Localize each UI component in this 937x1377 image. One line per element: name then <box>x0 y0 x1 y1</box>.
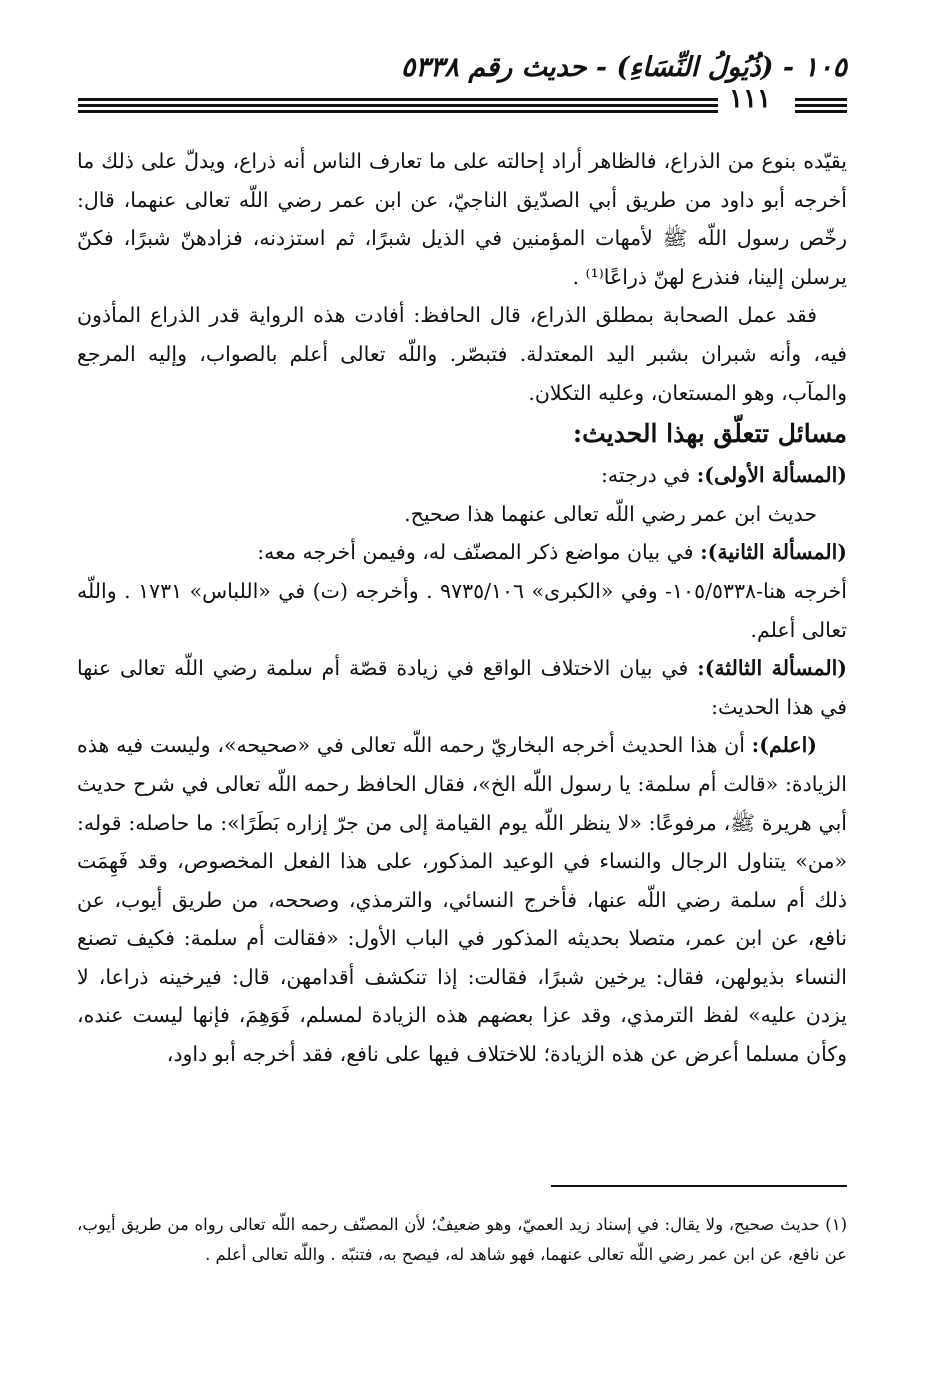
issue-3-text <box>77 726 847 1073</box>
issue-3-lead: (اعلم): <box>751 733 817 758</box>
issue-2-label: (المسألة الثانية): <box>700 540 847 565</box>
issue-1-heading <box>77 456 847 495</box>
header-rule-right <box>795 98 847 118</box>
issue-2-title: في بيان مواضع ذكر المصنّف له، وفيمن أخرجه معه: <box>257 540 701 565</box>
issue-3-label: (المسألة الثالثة): <box>697 656 847 681</box>
main-text <box>77 142 847 1074</box>
footnote <box>77 1210 847 1270</box>
footnote-separator <box>551 1185 847 1187</box>
issue-1-title: في درجته: <box>600 463 697 488</box>
page-number: ١١١ <box>729 84 771 114</box>
footnote-1: (١) حديث صحيح، ولا يقال: في إسناد زيد العميّ، وهو ضعيفٌ؛ لأن المصنّف رحمه اللّه تعالى رواه من طريق أيوب، عن نافع، عن ابن عمر رضي اللّه تعالى عنهما، فهو شاهد له، فيصح به، فتنبّه . واللّه تعالى أعلم . <box>77 1215 847 1264</box>
header-rule-left <box>78 98 718 118</box>
paragraph-2: فقد عمل الصحابة بمطلق الذراع، قال الحافظ: أفادت هذه الرواية قدر الذراع المأذون فيه، وأنه شبران بشبر اليد المعتدلة. فتبصّر. واللّه تعالى أعلم بالصواب، وإليه المرجع والمآب، وهو المستعان، وعليه التكلان. <box>77 303 847 405</box>
issue-1-label: (المسألة الأولى): <box>696 463 847 488</box>
issue-3-heading <box>77 649 847 726</box>
issue-2-heading <box>77 533 847 572</box>
issue-3-title: في بيان الاختلاف الواقع في زيادة قصّة أم سلمة رضي اللّه تعالى عنها في هذا الحديث: <box>77 656 847 719</box>
issue-3-body: أن هذا الحديث أخرجه البخاريّ رحمه اللّه تعالى في «صحيحه»، وليست فيه هذه الزيادة: «قالت أم سلمة: يا رسول اللّه الخ»، فقال الحافظ رحمه اللّه تعالى في شرح حديث أبي هريرة ﷺ، مرفوعًا: «لا ينظر اللّه يوم القيامة إلى من جرّ إزاره بَطَرًا»: ما حاصله: قوله: «من» يتناول الرجال والنساء في الوعيد المذكور، على هذا الفعل المخصوص، وقد فَهِمَت ذلك أم سلمة رضي اللّه عنها، فأخرج النسائي، والترمذي، وصححه، من طريق أيوب، عن نافع، عن ابن عمر، متصلا بحديثه المذكور في الباب الأول: «فقالت أم سلمة: فكيف تصنع النساء بذيولهن، فقال: يرخين شبرًا، فقالت: إذا تنكشف أقدامهن، قال: فيرخينه ذراعا، لا يزدن عليه» لفظ الترمذي، وقد عزا بعضهم هذه الزيادة لمسلم، فَوَهِمَ، فإنها ليست عنده، وكأن مسلما أعرض عن هذه الزيادة؛ للاختلاف فيها على نافع، فقد أخرجه أبو داود، <box>77 733 847 1067</box>
paragraph-1: يقيّده بنوع من الذراع، فالظاهر أراد إحالته على ما تعارف الناس أنه ذراع، ويدلّ على ذلك ما أخرجه أبو داود من طريق أبي الصدّيق الناجيّ، عن ابن عمر رضي اللّه تعالى عنهما، قال: رخّص رسول اللّه ﷺ لأمهات المؤمنين في الذيل شبرًا، ثم استزدنه، فزادهنّ شبرًا، فكنّ يرسلن إلينا، فنذرع لهنّ ذراعًا⁽¹⁾ . <box>77 149 847 289</box>
issue-1-text: حديث ابن عمر رضي اللّه تعالى عنهما هذا صحيح. <box>404 501 817 526</box>
section-title: مسائل تتعلّق بهذا الحديث: <box>572 419 847 449</box>
issue-2-text: أخرجه هنا-١٠٥/٥٣٣٨- وفي «الكبرى» ٩٧٣٥/١٠٦ . وأخرجه (ت) في «اللباس» ١٧٣١ . واللّه تعالى أعلم. <box>77 578 848 642</box>
running-title: ١٠٥ - (ذُيُولُ النِّسَاءِ) - حديث رقم ٥٣٣٨ <box>400 52 847 83</box>
